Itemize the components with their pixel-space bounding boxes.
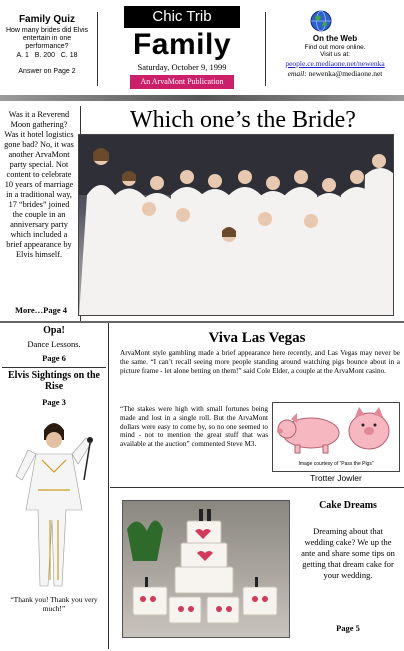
web-url-link[interactable]: people.ce.mediaone.net/newenka [285, 59, 385, 68]
left-column-divider [108, 323, 109, 649]
web-heading: On the Web [312, 34, 358, 43]
email-label: email: [287, 69, 307, 78]
opa-title: Opa! [43, 325, 65, 336]
vegas-para1: ArvaMont style gambling made a brief appearance here recently, and Las Vegas may never be the same. “I can’t recall seeing more people standing around watching pigs bounce about in a picture frame - let alone betting on them!” said Cole Elder, a couple at the ArvaMont casino. [120, 349, 400, 375]
quiz-options: A. 1 B. 200 C. 18 [16, 52, 78, 59]
elvis-title: Elvis Sightings on the Rise [8, 370, 100, 392]
globe-icon [308, 8, 328, 28]
cake-body: Dreaming about that wedding cake? We up the ante and share some tips on getting that dream cake for your wedding. [301, 526, 395, 580]
elvis-photo [8, 410, 100, 588]
cake-photo [122, 500, 290, 638]
bride-group-photo [78, 134, 394, 316]
web-sub1: Find out more online. [304, 44, 366, 51]
on-the-web [268, 8, 402, 78]
elvis-caption: “Thank you! Thank you very much!” [10, 595, 98, 613]
masthead-date: Saturday, October 9, 1999 [137, 62, 227, 72]
section-divider [0, 321, 404, 323]
quiz-answer-ref: Answer on Page 2 [18, 68, 76, 75]
family-quiz [4, 14, 90, 75]
pig-credit: Image courtesy of “Pass the Pigs” [298, 461, 374, 467]
vegas-headline: Viva Las Vegas [208, 330, 306, 346]
header-divider-left [97, 12, 98, 86]
email-link[interactable]: newenka@mediaone.net [308, 69, 383, 78]
opa-body: Dance Lessons. [27, 339, 81, 349]
bride-body: Was it a Reverend Moon gathering? Was it hotel logistics gone bad? No, it was another ArvaMont party special. Not content to celebrate 10 years of marriage in a traditional way, 17 “brides” joined the couple in an anniversary party which included a brief appearance by Elvis himself. [4, 110, 74, 259]
vegas-divider [110, 487, 404, 488]
bride-headline: Which one’s the Bride? [130, 107, 356, 133]
opa-page[interactable]: Page 6 [42, 353, 66, 363]
header-band [0, 95, 404, 101]
quiz-title: Family Quiz [18, 14, 76, 25]
bride-more[interactable]: More…Page 4 [14, 305, 67, 315]
masthead [124, 6, 240, 89]
cake-title: Cake Dreams [319, 500, 377, 511]
pig-name: Trotter Jowler [310, 473, 362, 483]
email-line [268, 69, 402, 78]
cake-page[interactable]: Page 5 [336, 623, 360, 633]
masthead-brand: Chic Trib [124, 6, 240, 28]
pigs-image [272, 402, 400, 472]
masthead-title: Family [132, 28, 232, 61]
elvis-page[interactable]: Page 3 [42, 397, 66, 407]
header-divider-right [265, 12, 266, 86]
quiz-question: How many brides did Elvis entertain in one performance? [5, 27, 89, 50]
web-sub2: Visit us at: [320, 51, 350, 58]
publisher-badge: An ArvaMont Publication [130, 75, 234, 89]
opa-divider [2, 367, 106, 368]
vegas-para2: “The stakes were high with small fortunes being made and lost in a single roll. But the ArvaMont dollars were easy to come by, so no one seemed to mind - not to mention the great stuff that was available at the auction” commented Steve M3. [120, 405, 268, 449]
